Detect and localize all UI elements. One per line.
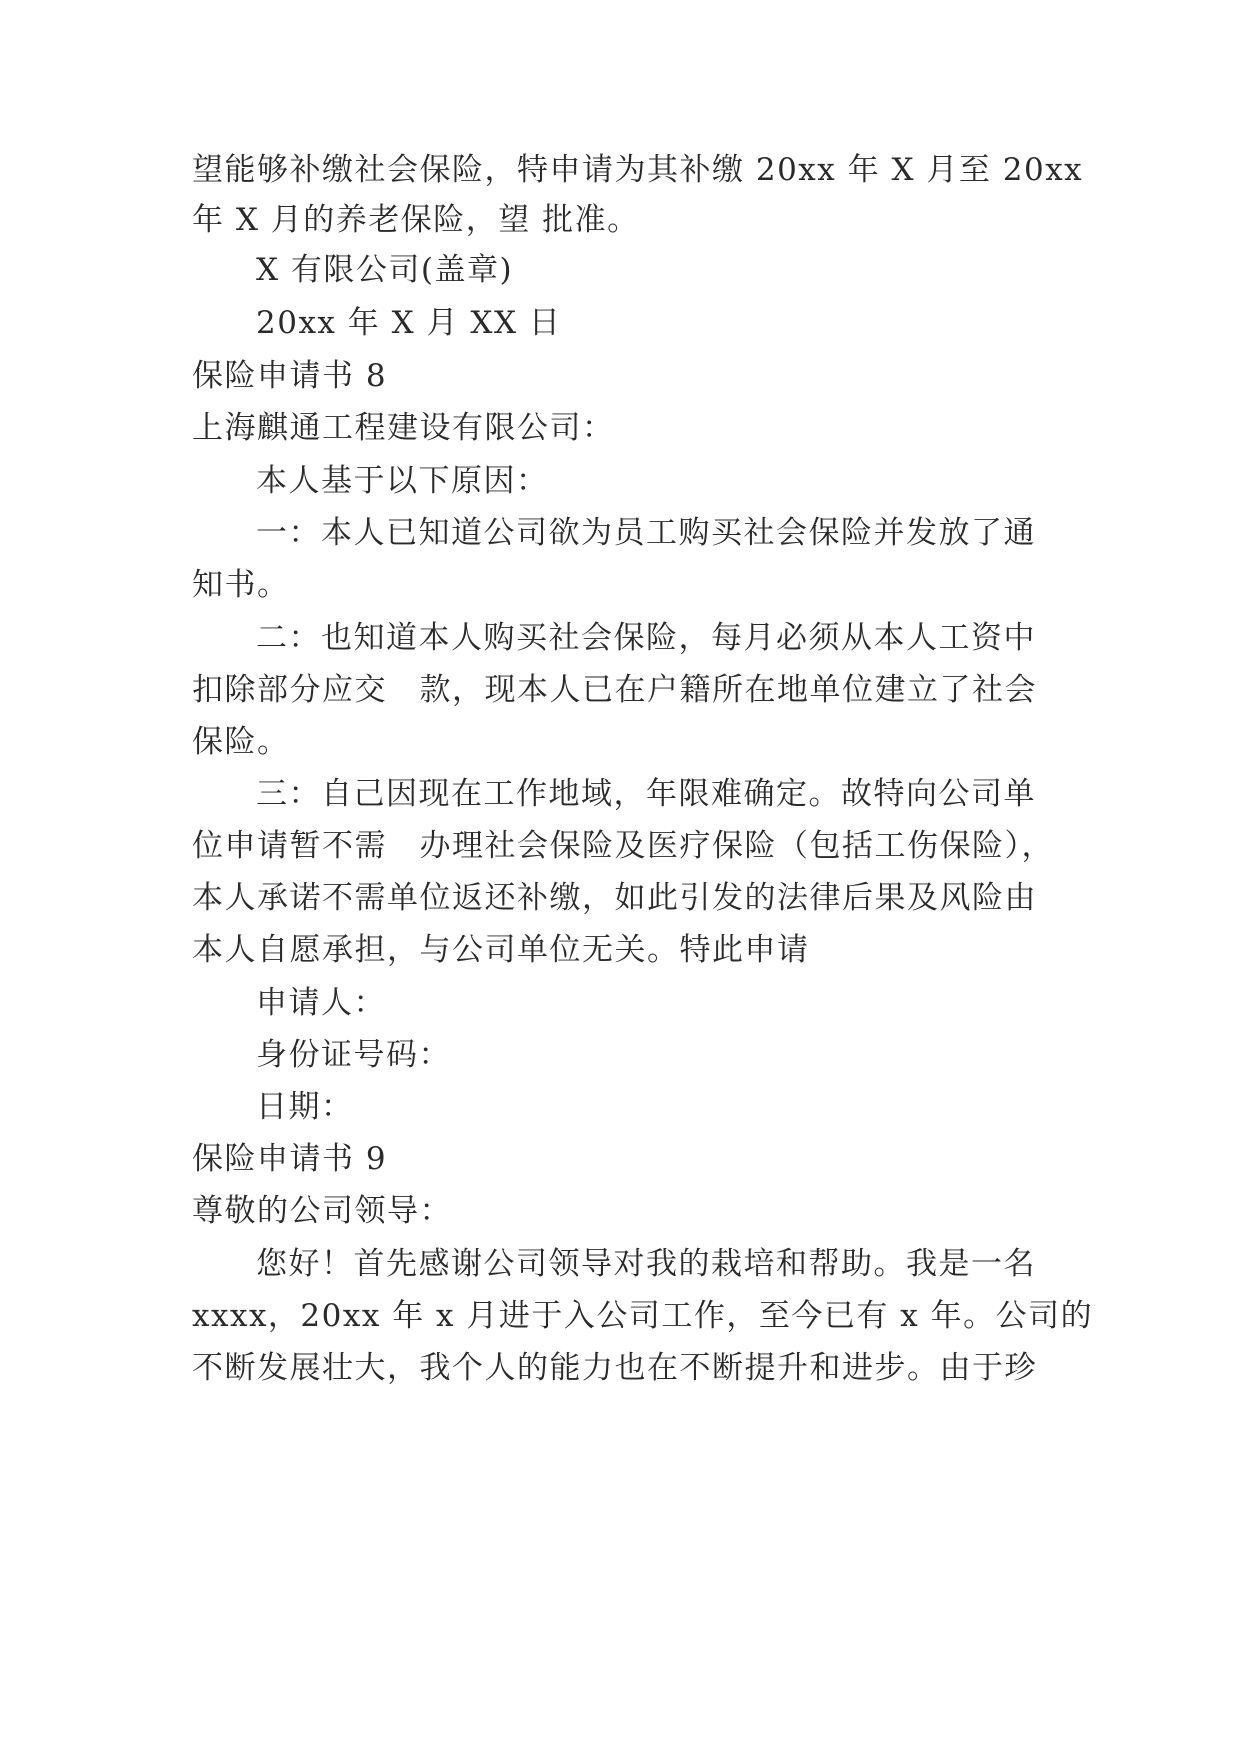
salutation: 上海麒通工程建设有限公司： (192, 410, 615, 446)
paragraph-line: 您好！首先感谢公司领导对我的栽培和帮助。我是一名 (256, 1246, 1036, 1282)
date-field: 日期： (256, 1089, 354, 1125)
company-seal-line: X 有限公司(盖章) (256, 252, 514, 288)
paragraph-line: 保险。 (192, 724, 290, 760)
paragraph-line: 年 X 月的养老保险，望 批准。 (192, 202, 640, 238)
id-number-field: 身份证号码： (256, 1037, 451, 1073)
paragraph-line: 本人承诺不需单位返还补缴，如此引发的法律后果及风险由 (192, 880, 1037, 916)
paragraph-line: 知书。 (192, 567, 290, 603)
paragraph-line: 本人自愿承担，与公司单位无关。特此申请 (192, 932, 810, 968)
section-heading: 保险申请书 8 (192, 358, 388, 394)
applicant-field: 申请人： (256, 985, 386, 1021)
paragraph-line: 二：也知道本人购买社会保险，每月必须从本人工资中 (256, 620, 1036, 656)
paragraph-line: 位申请暂不需 办理社会保险及医疗保险（包括工伤保险）， (192, 828, 1054, 864)
paragraph-line: 一：本人已知道公司欲为员工购买社会保险并发放了通 (256, 515, 1036, 551)
salutation: 尊敬的公司领导： (192, 1193, 452, 1229)
date-line: 20xx 年 X 月 XX 日 (256, 305, 562, 341)
section-heading: 保险申请书 9 (192, 1141, 388, 1177)
paragraph-line: 不断发展壮大，我个人的能力也在不断提升和进步。由于珍 (192, 1350, 1037, 1386)
paragraph-line: 望能够补缴社会保险，特申请为其补缴 20xx 年 X 月至 20xx (192, 152, 1084, 188)
paragraph-line: 扣除部分应交 款，现本人已在户籍所在地单位建立了社会 (192, 672, 1037, 708)
paragraph-line: 本人基于以下原因： (256, 463, 549, 499)
paragraph-line: 三：自己因现在工作地域，年限难确定。故特向公司单 (256, 776, 1036, 812)
paragraph-line: xxxx，20xx 年 x 月进于入公司工作，至今已有 x 年。公司的 (192, 1298, 1094, 1334)
